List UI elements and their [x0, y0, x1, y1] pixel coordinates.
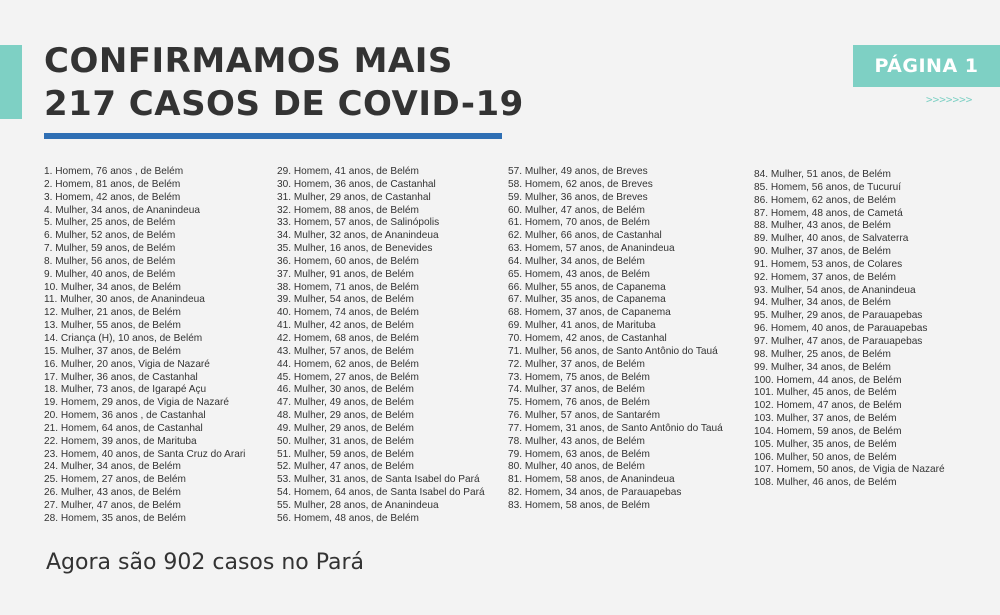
case-list-item: 11. Mulher, 30 anos, de Ananindeua [44, 294, 205, 306]
case-list-item: 95. Mulher, 29 anos, de Parauapebas [754, 310, 923, 322]
case-list-item: 39. Mulher, 54 anos, de Belém [277, 294, 414, 306]
case-list-item: 68. Homem, 37 anos, de Capanema [508, 307, 671, 319]
case-list-item: 80. Mulher, 40 anos, de Belém [508, 461, 645, 473]
case-list-item: 4. Mulher, 34 anos, de Ananindeua [44, 204, 201, 216]
case-list-item: 84. Mulher, 51 anos, de Belém [754, 169, 891, 180]
case-list-item: 32. Homem, 88 anos, de Belém [277, 204, 419, 216]
case-list-item: 59. Mulher, 36 anos, de Breves [508, 191, 648, 203]
title-line-2: 217 CASOS DE COVID-19 [44, 84, 524, 124]
case-list-item: 66. Mulher, 55 anos, de Capanema [508, 281, 666, 293]
case-list-item: 19. Homem, 29 anos, de Vigia de Nazaré [44, 397, 229, 409]
case-list-item: 98. Mulher, 25 anos, de Belém [754, 348, 891, 360]
case-list-item: 94. Mulher, 34 anos, de Belém [754, 297, 891, 309]
case-list-item: 105. Mulher, 35 anos, de Belém [754, 438, 897, 450]
case-list-item: 102. Homem, 47 anos, de Belém [754, 400, 902, 412]
case-list-item: 51. Mulher, 59 anos, de Belém [277, 448, 414, 460]
case-list-item: 72. Mulher, 37 anos, de Belém [508, 358, 645, 370]
case-list-item: 41. Mulher, 42 anos, de Belém [277, 320, 414, 332]
case-list-item: 89. Mulher, 40 anos, de Salvaterra [754, 233, 909, 245]
case-list-item: 100. Homem, 44 anos, de Belém [754, 374, 902, 386]
case-list-item: 18. Mulher, 73 anos, de Igarapé Açu [44, 384, 207, 396]
case-list-item: 9. Mulher, 40 anos, de Belém [44, 268, 176, 280]
case-list-item: 70. Homem, 42 anos, de Castanhal [508, 332, 667, 344]
case-list-item: 103. Mulher, 37 anos, de Belém [754, 413, 897, 425]
case-list-item: 96. Homem, 40 anos, de Parauapebas [754, 323, 928, 335]
case-list-item: 99. Mulher, 34 anos, de Belém [754, 361, 891, 373]
case-list-item: 47. Mulher, 49 anos, de Belém [277, 397, 414, 409]
title-underline [44, 133, 502, 139]
case-list-item: 88. Mulher, 43 anos, de Belém [754, 220, 891, 232]
case-list-item: 14. Criança (H), 10 anos, de Belém [44, 332, 203, 344]
case-list-item: 5. Mulher, 25 anos, de Belém [44, 217, 176, 229]
case-list-item: 40. Homem, 74 anos, de Belém [277, 307, 419, 319]
case-list-item: 24. Mulher, 34 anos, de Belém [44, 461, 181, 473]
case-list-item: 23. Homem, 40 anos, de Santa Cruz do Arari [44, 448, 246, 460]
chevrons-right-icon: >>>>>>> [926, 93, 973, 106]
case-list-item: 65. Homem, 43 anos, de Belém [508, 268, 650, 280]
case-list-item: 101. Mulher, 45 anos, de Belém [754, 387, 897, 399]
case-list-item: 78. Mulher, 43 anos, de Belém [508, 435, 645, 447]
case-list-item: 3. Homem, 42 anos, de Belém [44, 191, 181, 203]
case-list-column-4 [754, 169, 945, 490]
case-list-item: 26. Mulher, 43 anos, de Belém [44, 487, 181, 499]
case-list-item: 63. Homem, 57 anos, de Ananindeua [508, 243, 675, 255]
case-list-item: 92. Homem, 37 anos, de Belém [754, 271, 896, 283]
case-list-item: 87. Homem, 48 anos, de Cametá [754, 207, 903, 219]
case-list-item: 91. Homem, 53 anos, de Colares [754, 258, 903, 270]
case-list-item: 97. Mulher, 47 anos, de Parauapebas [754, 335, 923, 347]
case-list-item: 107. Homem, 50 anos, de Vigia de Nazaré [754, 464, 945, 476]
page-title [44, 40, 524, 126]
case-list-item: 43. Mulher, 57 anos, de Belém [277, 345, 414, 357]
page-badge [853, 45, 1000, 87]
case-list-item: 62. Mulher, 66 anos, de Castanhal [508, 230, 662, 242]
case-list-item: 8. Mulher, 56 anos, de Belém [44, 255, 176, 267]
case-list-item: 64. Mulher, 34 anos, de Belém [508, 255, 645, 267]
case-list-item: 104. Homem, 59 anos, de Belém [754, 425, 902, 437]
left-accent-bar [0, 45, 22, 119]
case-list-item: 20. Homem, 36 anos , de Castanhal [44, 410, 206, 422]
case-list-item: 67. Mulher, 35 anos, de Capanema [508, 294, 666, 306]
case-list-item: 30. Homem, 36 anos, de Castanhal [277, 178, 436, 190]
case-list-item: 56. Homem, 48 anos, de Belém [277, 512, 419, 524]
case-list-item: 93. Mulher, 54 anos, de Ananindeua [754, 284, 916, 296]
case-list-item: 28. Homem, 35 anos, de Belém [44, 512, 186, 524]
case-list-item: 42. Homem, 68 anos, de Belém [277, 332, 419, 344]
case-list-item: 7. Mulher, 59 anos, de Belém [44, 243, 176, 255]
case-list-item: 75. Homem, 76 anos, de Belém [508, 397, 650, 409]
case-list-item: 74. Mulher, 37 anos, de Belém [508, 384, 645, 396]
case-list-column-1 [44, 166, 245, 526]
case-list-item: 44. Homem, 62 anos, de Belém [277, 358, 419, 370]
case-list-item: 61. Homem, 70 anos, de Belém [508, 217, 650, 229]
case-list-item: 48. Mulher, 29 anos, de Belém [277, 410, 414, 422]
case-list-item: 58. Homem, 62 anos, de Breves [508, 178, 653, 190]
case-list-item: 108. Mulher, 46 anos, de Belém [754, 477, 897, 489]
case-list-item: 86. Homem, 62 anos, de Belém [754, 194, 896, 206]
case-list-item: 83. Homem, 58 anos, de Belém [508, 499, 650, 511]
case-list-item: 38. Homem, 71 anos, de Belém [277, 281, 419, 293]
case-list-item: 22. Homem, 39 anos, de Marituba [44, 435, 197, 447]
case-list-item: 35. Mulher, 16 anos, de Benevides [277, 243, 433, 255]
case-list-item: 69. Mulher, 41 anos, de Marituba [508, 320, 656, 332]
case-list-item: 52. Mulher, 47 anos, de Belém [277, 461, 414, 473]
case-list-item: 46. Mulher, 30 anos, de Belém [277, 384, 414, 396]
case-list-item: 37. Mulher, 91 anos, de Belém [277, 268, 414, 280]
case-list-item: 106. Mulher, 50 anos, de Belém [754, 451, 897, 463]
case-list-item: 85. Homem, 56 anos, de Tucuruí [754, 181, 901, 193]
case-list-item: 81. Homem, 58 anos, de Ananindeua [508, 474, 675, 486]
case-list-item: 6. Mulher, 52 anos, de Belém [44, 230, 176, 242]
case-list-item: 10. Mulher, 34 anos, de Belém [44, 281, 181, 293]
case-list-item: 77. Homem, 31 anos, de Santo Antônio do Tauá [508, 422, 723, 434]
case-list-item: 54. Homem, 64 anos, de Santa Isabel do Pará [277, 487, 485, 499]
case-list-item: 16. Mulher, 20 anos, Vigia de Nazaré [44, 358, 210, 370]
case-list-item: 82. Homem, 34 anos, de Parauapebas [508, 487, 682, 499]
case-list-item: 45. Homem, 27 anos, de Belém [277, 371, 419, 383]
case-list-item: 27. Mulher, 47 anos, de Belém [44, 499, 181, 511]
case-list-item: 76. Mulher, 57 anos, de Santarém [508, 410, 661, 422]
case-list-item: 15. Mulher, 37 anos, de Belém [44, 345, 181, 357]
case-list-column-3 [508, 166, 723, 513]
case-list-item: 60. Mulher, 47 anos, de Belém [508, 204, 645, 216]
title-line-1: CONFIRMAMOS MAIS [44, 41, 453, 81]
case-list-item: 90. Mulher, 37 anos, de Belém [754, 246, 891, 258]
case-list-item: 71. Mulher, 56 anos, de Santo Antônio do Tauá [508, 345, 718, 357]
case-list-item: 17. Mulher, 36 anos, de Castanhal [44, 371, 198, 383]
case-list-item: 79. Homem, 63 anos, de Belém [508, 448, 650, 460]
case-list-item: 29. Homem, 41 anos, de Belém [277, 166, 419, 177]
case-list-item: 2. Homem, 81 anos, de Belém [44, 178, 181, 190]
case-list-item: 31. Mulher, 29 anos, de Castanhal [277, 191, 431, 203]
case-list-item: 1. Homem, 76 anos , de Belém [44, 166, 184, 177]
case-list-item: 33. Homem, 57 anos, de Salinópolis [277, 217, 440, 229]
case-list-item: 12. Mulher, 21 anos, de Belém [44, 307, 181, 319]
page-badge-label: PÁGINA 1 [874, 55, 979, 77]
case-list-item: 36. Homem, 60 anos, de Belém [277, 255, 419, 267]
case-list-item: 34. Mulher, 32 anos, de Ananindeua [277, 230, 439, 242]
case-list-item: 21. Homem, 64 anos, de Castanhal [44, 422, 203, 434]
case-list-item: 13. Mulher, 55 anos, de Belém [44, 320, 181, 332]
case-list-item: 49. Mulher, 29 anos, de Belém [277, 422, 414, 434]
case-list-item: 50. Mulher, 31 anos, de Belém [277, 435, 414, 447]
case-list-item: 57. Mulher, 49 anos, de Breves [508, 166, 648, 177]
footer-total-cases: Agora são 902 casos no Pará [46, 550, 365, 575]
case-list-item: 73. Homem, 75 anos, de Belém [508, 371, 650, 383]
case-list-item: 55. Mulher, 28 anos, de Ananindeua [277, 499, 439, 511]
case-list-item: 25. Homem, 27 anos, de Belém [44, 474, 186, 486]
case-list-column-2 [277, 166, 485, 526]
case-list-item: 53. Mulher, 31 anos, de Santa Isabel do Pará [277, 474, 480, 486]
